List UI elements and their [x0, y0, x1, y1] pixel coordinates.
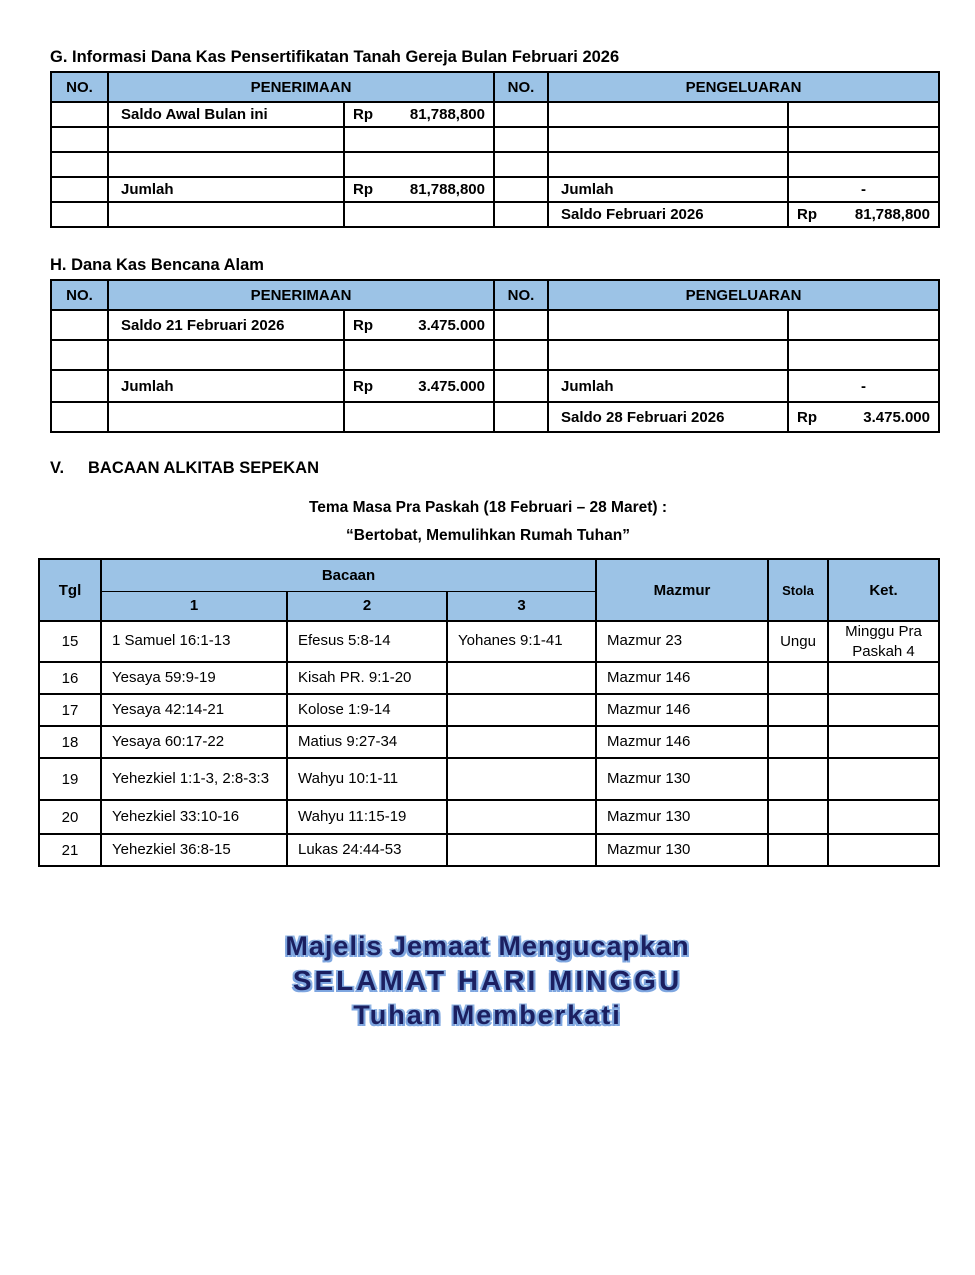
section-v-heading-text: BACAAN ALKITAB SEPEKAN — [88, 459, 319, 477]
penerimaan-amount — [344, 102, 494, 127]
penerimaan-desc: Saldo 21 Februari 2026 — [108, 310, 344, 340]
pengeluaran-desc: Jumlah — [548, 370, 788, 402]
penerimaan-desc — [108, 202, 344, 227]
penerimaan-desc: Jumlah — [108, 370, 344, 402]
col-header-no: NO. — [494, 280, 548, 310]
penerimaan-amount — [344, 402, 494, 432]
bacaan-row — [39, 694, 939, 726]
col-header-tgl: Tgl — [39, 559, 101, 621]
col-header-bacaan: Bacaan — [101, 559, 596, 591]
currency-label: Rp — [797, 408, 817, 426]
no-cell — [51, 177, 108, 202]
mazmur-cell: Mazmur 146 — [596, 694, 768, 726]
bacaan3-cell — [447, 726, 596, 758]
tgl-cell: 16 — [39, 662, 101, 694]
table-header-row — [51, 72, 939, 102]
no-cell — [494, 127, 548, 152]
bacaan-row — [39, 662, 939, 694]
bacaan2-cell: Wahyu 10:1-11 — [287, 758, 447, 800]
no-cell — [51, 340, 108, 370]
amount-value: 81,788,800 — [409, 181, 485, 198]
stola-cell — [768, 662, 828, 694]
bacaan-row — [39, 726, 939, 758]
pengeluaran-desc — [548, 127, 788, 152]
bacaan3-cell — [447, 834, 596, 866]
penerimaan-desc — [108, 127, 344, 152]
penerimaan-desc — [108, 402, 344, 432]
no-cell — [51, 310, 108, 340]
section-h — [50, 256, 938, 433]
col-header-no: NO. — [494, 72, 548, 102]
table-row — [51, 340, 939, 370]
no-cell — [494, 202, 548, 227]
no-cell — [494, 370, 548, 402]
bacaan1-cell: Yehezkiel 1:1-3, 2:8-3:3 — [101, 758, 287, 800]
col-header-penerimaan: PENERIMAAN — [108, 72, 494, 102]
bacaan-row — [39, 758, 939, 800]
col-header-penerimaan: PENERIMAAN — [108, 280, 494, 310]
table-row-jumlah — [51, 177, 939, 202]
bacaan1-cell: Yesaya 59:9-19 — [101, 662, 287, 694]
pengeluaran-desc — [548, 310, 788, 340]
table-row — [51, 127, 939, 152]
bacaan1-cell: Yehezkiel 33:10-16 — [101, 800, 287, 834]
penerimaan-desc: Saldo Awal Bulan ini — [108, 102, 344, 127]
tgl-cell: 18 — [39, 726, 101, 758]
no-cell — [494, 152, 548, 177]
bacaan2-cell: Lukas 24:44-53 — [287, 834, 447, 866]
pengeluaran-amount — [788, 340, 939, 370]
section-h-table — [50, 279, 940, 433]
mazmur-cell: Mazmur 130 — [596, 800, 768, 834]
bacaan-row — [39, 834, 939, 866]
pengeluaran-amount — [788, 102, 939, 127]
no-cell — [51, 402, 108, 432]
bacaan-header-row-1 — [39, 559, 939, 591]
no-cell — [51, 152, 108, 177]
col-header-pengeluaran: PENGELUARAN — [548, 72, 939, 102]
theme-line-2: “Bertobat, Memulihkan Rumah Tuhan” — [346, 527, 630, 544]
section-h-title: H. Dana Kas Bencana Alam — [50, 256, 264, 274]
section-g-table — [50, 71, 940, 228]
section-g-title: G. Informasi Dana Kas Pensertifikatan Tanah Gereja Bulan Februari 2026 — [50, 48, 620, 66]
mazmur-cell: Mazmur 130 — [596, 758, 768, 800]
greeting-line-2: SELAMAT HARI MINGGU — [292, 965, 683, 996]
no-cell — [51, 370, 108, 402]
pengeluaran-desc — [548, 152, 788, 177]
currency-label: Rp — [353, 316, 373, 334]
penerimaan-amount — [344, 127, 494, 152]
col-header-no: NO. — [51, 72, 108, 102]
table-row-jumlah — [51, 370, 939, 402]
pengeluaran-amount: - — [788, 177, 939, 202]
penerimaan-desc — [108, 152, 344, 177]
tgl-cell: 19 — [39, 758, 101, 800]
ket-cell — [828, 800, 939, 834]
bacaan3-cell — [447, 758, 596, 800]
ket-cell: Minggu Pra Paskah 4 — [828, 621, 939, 662]
table-header-row — [51, 280, 939, 310]
currency-label: Rp — [353, 181, 373, 198]
bacaan3-cell — [447, 662, 596, 694]
table-row-saldo — [51, 202, 939, 227]
table-row — [51, 152, 939, 177]
col-header-no: NO. — [51, 280, 108, 310]
greeting-line-1: Majelis Jemaat Mengucapkan — [285, 931, 690, 961]
theme-text — [38, 494, 938, 550]
amount-value: 3.475.000 — [418, 316, 485, 334]
penerimaan-amount — [344, 370, 494, 402]
bacaan1-cell: Yehezkiel 36:8-15 — [101, 834, 287, 866]
bacaan-row — [39, 800, 939, 834]
no-cell — [494, 102, 548, 127]
pengeluaran-amount — [788, 202, 939, 227]
ket-cell — [828, 694, 939, 726]
penerimaan-desc — [108, 340, 344, 370]
greeting-line-3: Tuhan Memberkati — [353, 1000, 622, 1030]
pengeluaran-desc: Jumlah — [548, 177, 788, 202]
col-header-ket: Ket. — [828, 559, 939, 621]
penerimaan-desc: Jumlah — [108, 177, 344, 202]
pengeluaran-amount — [788, 310, 939, 340]
section-v-numeral: V. — [50, 459, 65, 477]
penerimaan-amount — [344, 202, 494, 227]
col-header-bacaan-3: 3 — [447, 591, 596, 621]
pengeluaran-desc: Saldo Februari 2026 — [548, 202, 788, 227]
amount-value: 3.475.000 — [863, 408, 930, 426]
tgl-cell: 17 — [39, 694, 101, 726]
stola-cell — [768, 726, 828, 758]
no-cell — [494, 340, 548, 370]
no-cell — [51, 102, 108, 127]
bacaan2-cell: Kolose 1:9-14 — [287, 694, 447, 726]
currency-label: Rp — [353, 377, 373, 395]
amount-value: 81,788,800 — [854, 206, 930, 223]
currency-label: Rp — [353, 106, 373, 123]
section-v-heading — [50, 459, 938, 478]
section-v — [38, 459, 938, 867]
pengeluaran-desc — [548, 102, 788, 127]
col-header-mazmur: Mazmur — [596, 559, 768, 621]
bacaan2-cell: Efesus 5:8-14 — [287, 621, 447, 662]
col-header-stola: Stola — [768, 559, 828, 621]
penerimaan-amount — [344, 340, 494, 370]
pengeluaran-amount: - — [788, 370, 939, 402]
col-header-pengeluaran: PENGELUARAN — [548, 280, 939, 310]
mazmur-cell: Mazmur 23 — [596, 621, 768, 662]
pengeluaran-desc — [548, 340, 788, 370]
pengeluaran-desc: Saldo 28 Februari 2026 — [548, 402, 788, 432]
ket-cell — [828, 662, 939, 694]
currency-label: Rp — [797, 206, 817, 223]
penerimaan-amount — [344, 310, 494, 340]
no-cell — [494, 402, 548, 432]
bacaan1-cell: 1 Samuel 16:1-13 — [101, 621, 287, 662]
mazmur-cell: Mazmur 146 — [596, 726, 768, 758]
tgl-cell: 15 — [39, 621, 101, 662]
bacaan1-cell: Yesaya 42:14-21 — [101, 694, 287, 726]
amount-value: 3.475.000 — [418, 377, 485, 395]
bacaan2-cell: Kisah PR. 9:1-20 — [287, 662, 447, 694]
stola-cell — [768, 800, 828, 834]
ket-cell — [828, 834, 939, 866]
table-row — [51, 102, 939, 127]
table-row — [51, 310, 939, 340]
section-g — [50, 0, 938, 228]
no-cell — [494, 177, 548, 202]
penerimaan-amount — [344, 177, 494, 202]
stola-cell: Ungu — [768, 621, 828, 662]
closing-greeting — [0, 929, 975, 1032]
stola-cell — [768, 834, 828, 866]
mazmur-cell: Mazmur 130 — [596, 834, 768, 866]
bacaan1-cell: Yesaya 60:17-22 — [101, 726, 287, 758]
bacaan-table — [38, 558, 940, 867]
pengeluaran-amount — [788, 127, 939, 152]
no-cell — [51, 202, 108, 227]
tgl-cell: 20 — [39, 800, 101, 834]
stola-cell — [768, 694, 828, 726]
stola-cell — [768, 758, 828, 800]
bacaan2-cell: Wahyu 11:15-19 — [287, 800, 447, 834]
amount-value: 81,788,800 — [409, 106, 485, 123]
ket-cell — [828, 726, 939, 758]
theme-line-1: Tema Masa Pra Paskah (18 Februari – 28 Maret) : — [308, 499, 668, 516]
tgl-cell: 21 — [39, 834, 101, 866]
bacaan-row — [39, 621, 939, 662]
pengeluaran-amount — [788, 402, 939, 432]
bacaan3-cell — [447, 800, 596, 834]
no-cell — [51, 127, 108, 152]
col-header-bacaan-1: 1 — [101, 591, 287, 621]
pengeluaran-amount — [788, 152, 939, 177]
bacaan3-cell: Yohanes 9:1-41 — [447, 621, 596, 662]
no-cell — [494, 310, 548, 340]
ket-cell — [828, 758, 939, 800]
bacaan3-cell — [447, 694, 596, 726]
bacaan2-cell: Matius 9:27-34 — [287, 726, 447, 758]
col-header-bacaan-2: 2 — [287, 591, 447, 621]
table-row-saldo — [51, 402, 939, 432]
penerimaan-amount — [344, 152, 494, 177]
mazmur-cell: Mazmur 146 — [596, 662, 768, 694]
